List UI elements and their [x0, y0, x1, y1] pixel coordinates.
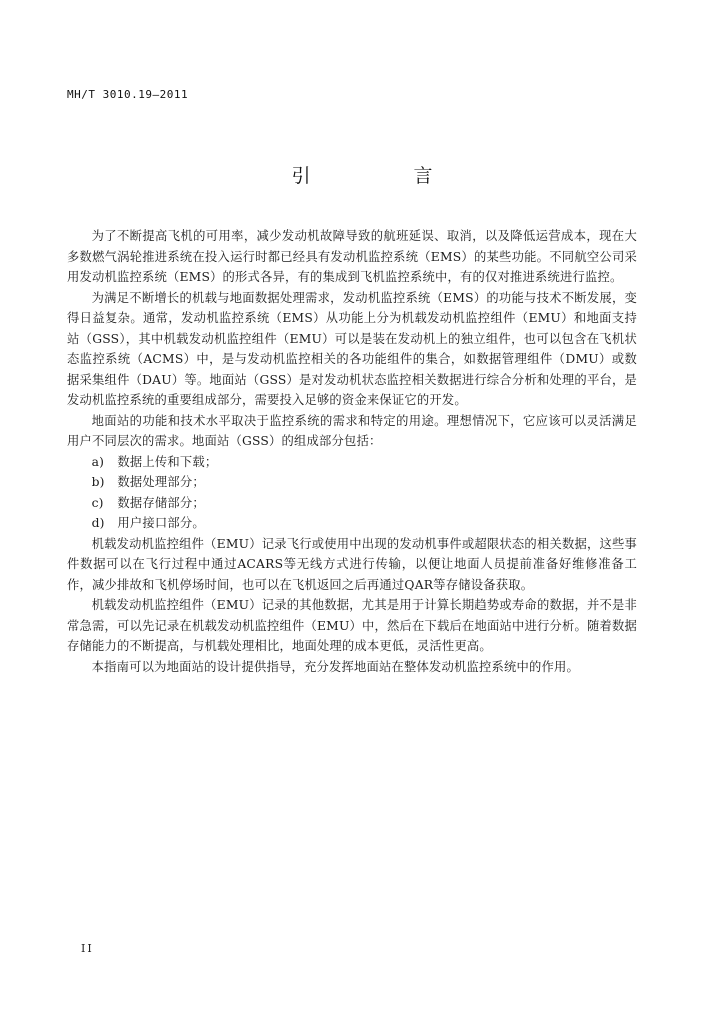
list-item-text: 用户接口部分。	[117, 516, 205, 530]
list-item-text: 数据存储部分；	[117, 495, 205, 510]
list-item	[67, 513, 637, 534]
list-item	[67, 452, 637, 473]
intro-paragraph-1: 为了不断提高飞机的可用率，减少发动机故障导致的航班延误、取消，以及降低运营成本，现在大多数燃气涡轮推进系统在投入运行时都已经具有发动机监控系统（EMS）的某些功能。不同航空公司采用发动机监控系统（EMS）的形式各异，有的集成到飞机监控系统中，有的仅对推进系统进行监控。	[67, 229, 637, 284]
gss-components-list	[67, 452, 637, 534]
list-marker: c)	[91, 495, 104, 510]
list-item	[67, 472, 637, 493]
intro-paragraph-5: 机载发动机监控组件（EMU）记录的其他数据，尤其是用于计算长期趋势或寿命的数据，并不是非常急需，可以先记录在机载发动机监控组件（EMU）中，然后在下载后在地面站中进行分析。随着数据存储能力的不断提高，与机载处理相比，地面处理的成本更低，灵活性更高。	[67, 598, 637, 653]
list-item-text: 数据上传和下载；	[117, 454, 218, 469]
intro-paragraph-4: 机载发动机监控组件（EMU）记录飞行或使用中出现的发动机事件或超限状态的相关数据，这些事件数据可以在飞行过程中通过ACARS等无线方式进行传输，以便让地面人员提前准备好维修准备工作，减少排故和飞机停场时间，也可以在飞机返回之后再通过QAR等存储设备获取。	[67, 536, 637, 592]
standard-code-header: MH/T 3010.19—2011	[67, 88, 189, 101]
section-title: 引 言	[291, 165, 475, 187]
page-number: II	[81, 942, 94, 955]
list-item-text: 数据处理部分；	[117, 475, 205, 489]
intro-paragraph-2: 为满足不断增长的机载与地面数据处理需求，发动机监控系统（EMS）的功能与技术不断发展，变得日益复杂。通常，发动机监控系统（EMS）从功能上分为机载发动机监控组件（EMU）和地面支持站（GSS），其中机载发动机监控组件（EMU）可以是装在发动机上的独立组件，也可以包含在飞机状态监控系统（ACMS）中，是与发动机监控相关的各功能组件的集合，如数据管理组件（DMU）或数据采集组件（DAU）等。地面站（GSS）是对发动机状态监控相关数据进行综合分析和处理的平台，是发动机监控系统的重要组成部分，需要投入足够的资金来保证它的开发。	[67, 290, 637, 407]
introduction-body	[67, 226, 637, 677]
intro-paragraph-6: 本指南可以为地面站的设计提供指导，充分发挥地面站在整体发动机监控系统中的作用。	[91, 659, 579, 674]
list-marker: b)	[91, 475, 105, 489]
intro-paragraph-3: 地面站的功能和技术水平取决于监控系统的需求和特定的用途。理想情况下，它应该可以灵活满足用户不同层次的需求。地面站（GSS）的组成部分包括：	[67, 413, 637, 448]
list-item	[67, 493, 637, 514]
list-marker: d)	[91, 516, 105, 530]
list-marker: a)	[91, 454, 105, 469]
